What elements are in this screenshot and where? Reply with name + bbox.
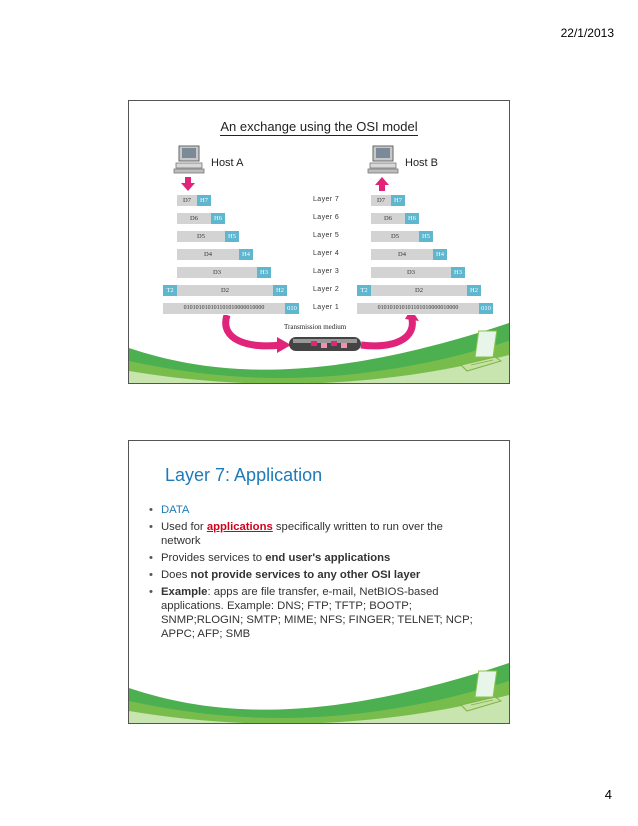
laptop-icon [457, 329, 503, 375]
header-segment: H4 [433, 249, 447, 260]
page-date: 22/1/2013 [560, 26, 614, 40]
page-number: 4 [604, 787, 612, 802]
header-segment: H2 [273, 285, 287, 296]
data-segment: D2 [177, 285, 273, 296]
data-segment: D4 [371, 249, 433, 260]
bullet-list [149, 503, 479, 644]
header-segment: H4 [239, 249, 253, 260]
bullet-item [149, 503, 479, 517]
header-segment: H3 [451, 267, 465, 278]
highlight-text: applications [206, 521, 273, 533]
laptop-icon [457, 669, 503, 715]
computer-icon-host-b [367, 145, 401, 175]
layer-label: Layer 5 [313, 232, 340, 239]
arrow-up-icon [375, 177, 389, 191]
data-segment: D7 [177, 195, 197, 206]
slide-title: An exchange using the OSI model [220, 119, 418, 134]
slide-layer7-application [128, 440, 510, 724]
bullet-item [149, 551, 479, 565]
trailer-segment: T2 [163, 285, 177, 296]
bullet-item [149, 568, 479, 582]
bullet-item [149, 585, 479, 641]
bold-text: Example [161, 586, 208, 598]
data-segment: D5 [371, 231, 419, 242]
layer-label: Layer 3 [313, 268, 340, 275]
data-segment: D7 [371, 195, 391, 206]
layer-label: Layer 6 [313, 214, 340, 221]
data-segment: D3 [371, 267, 451, 278]
data-segment: D6 [371, 213, 405, 224]
bullet-text: DATA [161, 504, 190, 516]
header-segment: H5 [419, 231, 433, 242]
data-segment: D3 [177, 267, 257, 278]
layer-label: Layer 4 [313, 250, 340, 257]
data-segment: D2 [371, 285, 467, 296]
bold-text: not provide services to any other OSI layer [190, 569, 421, 581]
data-segment: D5 [177, 231, 225, 242]
bullet-text: : apps are file transfer, e-mail, NetBIOS-based applications. Example: DNS; FTP; TFTP; BOOTP; SNMP;RLOGIN; SMTP; MIME; NFS; FINGER; TELNET; NCP; APPC; AFP; SMB [161, 586, 473, 640]
layer-label: Layer 1 [313, 304, 340, 311]
transmission-medium-label: Transmission medium [284, 323, 347, 331]
transmission-pipe [219, 315, 419, 355]
bit-stream: 010101010101101010000010000 [163, 303, 285, 314]
header-segment: H2 [467, 285, 481, 296]
header-segment: H7 [391, 195, 405, 206]
arrow-down-icon [181, 177, 195, 191]
layer-label: Layer 7 [313, 196, 340, 203]
header-segment: H5 [225, 231, 239, 242]
host-b-label: Host B [405, 157, 439, 169]
data-segment: D6 [177, 213, 211, 224]
slide-title: Layer 7: Application [165, 465, 323, 485]
bullet-text: Does [161, 569, 191, 581]
trailer-segment: T2 [357, 285, 371, 296]
bit-tail: 010 [285, 303, 299, 314]
header-segment: H7 [197, 195, 211, 206]
bit-tail: 010 [479, 303, 493, 314]
bold-text: end user's applications [265, 552, 391, 564]
data-segment: D4 [177, 249, 239, 260]
green-wave-decoration [129, 633, 509, 723]
header-segment: H6 [211, 213, 225, 224]
host-a-label: Host A [211, 157, 244, 169]
header-segment: H6 [405, 213, 419, 224]
slide-osi-exchange [128, 100, 510, 384]
layer-label: Layer 2 [313, 286, 340, 293]
bullet-text: specifically written to run over the network [161, 521, 443, 547]
computer-icon-host-a [173, 145, 207, 175]
bullet-text: Provides services to [161, 552, 266, 564]
header-segment: H3 [257, 267, 271, 278]
bullet-item [149, 520, 479, 548]
bullet-text: Used for [161, 521, 207, 533]
bit-stream: 010101010101101010000010000 [357, 303, 479, 314]
